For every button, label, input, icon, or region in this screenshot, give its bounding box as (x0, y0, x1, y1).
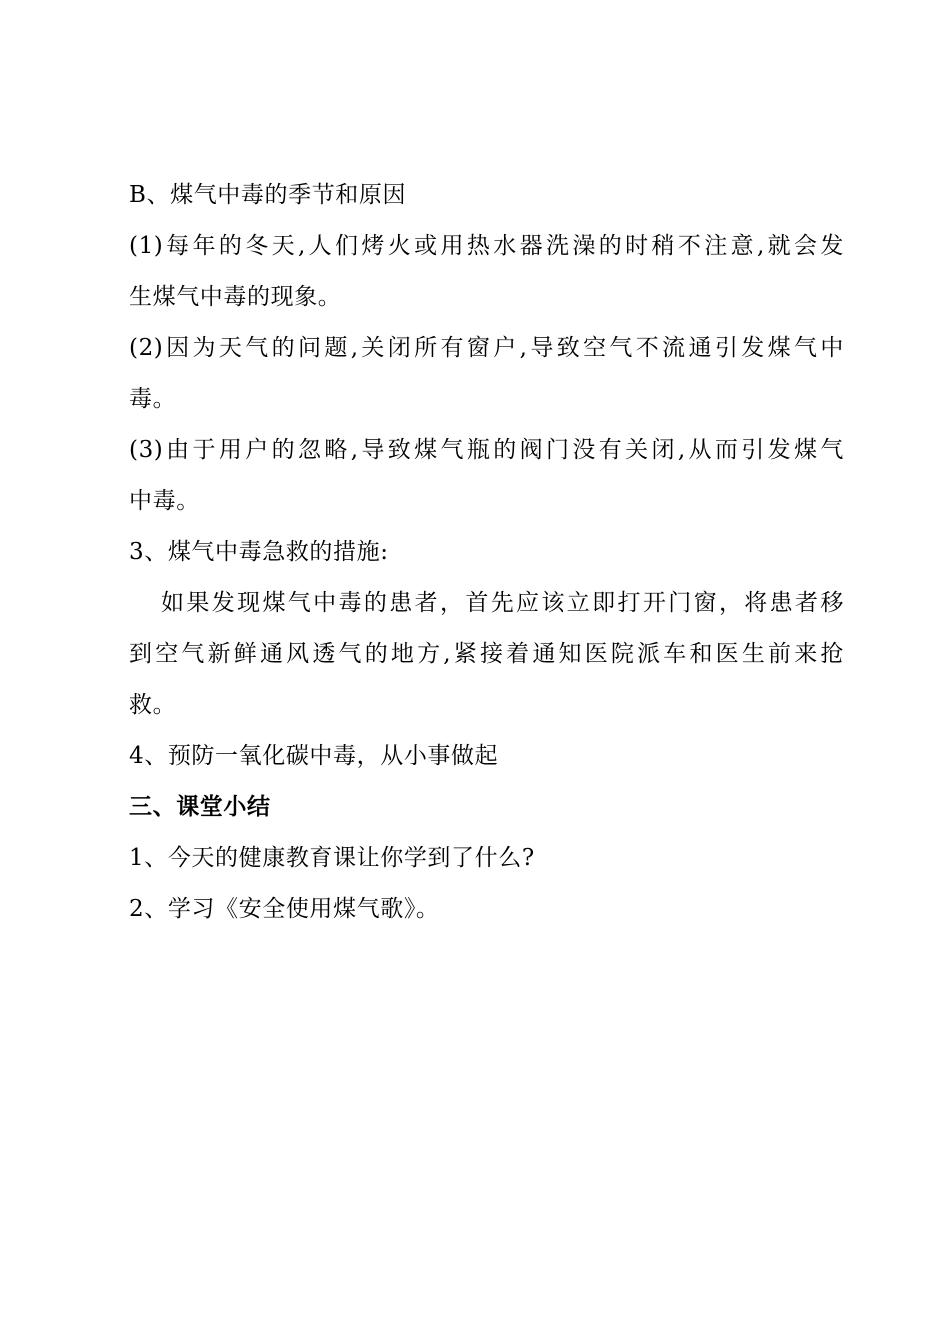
summary-item-1: 1、今天的健康教育课让你学到了什么? (129, 845, 535, 871)
cause-2-line-1: (2)因为天气的问题,关闭所有窗户,导致空气不流通引发煤气中 (129, 335, 844, 361)
summary-heading: 三、课堂小结 (129, 794, 271, 820)
cause-2-line-2: 毒。 (129, 386, 177, 412)
cause-1-line-2: 生煤气中毒的现象。 (129, 284, 342, 310)
item-4-title: 4、预防一氧化碳中毒，从小事做起 (129, 743, 499, 769)
document-body (129, 170, 844, 935)
cause-1-line-1: (1)每年的冬天,人们烤火或用热水器洗澡的时稍不注意,就会发 (129, 233, 844, 259)
cause-3-line-1: (3)由于用户的忽略,导致煤气瓶的阀门没有关闭,从而引发煤气 (129, 437, 844, 463)
section-b-title: B、煤气中毒的季节和原因 (129, 182, 407, 208)
first-aid-line-1: 如果发现煤气中毒的患者，首先应该立即打开门窗，将患者移 (161, 590, 844, 616)
first-aid-line-2: 到空气新鲜通风透气的地方,紧接着通知医院派车和医生前来抢 (129, 641, 844, 667)
summary-item-2: 2、学习《安全使用煤气歌》。 (129, 896, 440, 922)
item-3-title: 3、煤气中毒急救的措施: (129, 539, 389, 565)
cause-3-line-2: 中毒。 (129, 488, 200, 514)
first-aid-line-3: 救。 (129, 692, 177, 718)
